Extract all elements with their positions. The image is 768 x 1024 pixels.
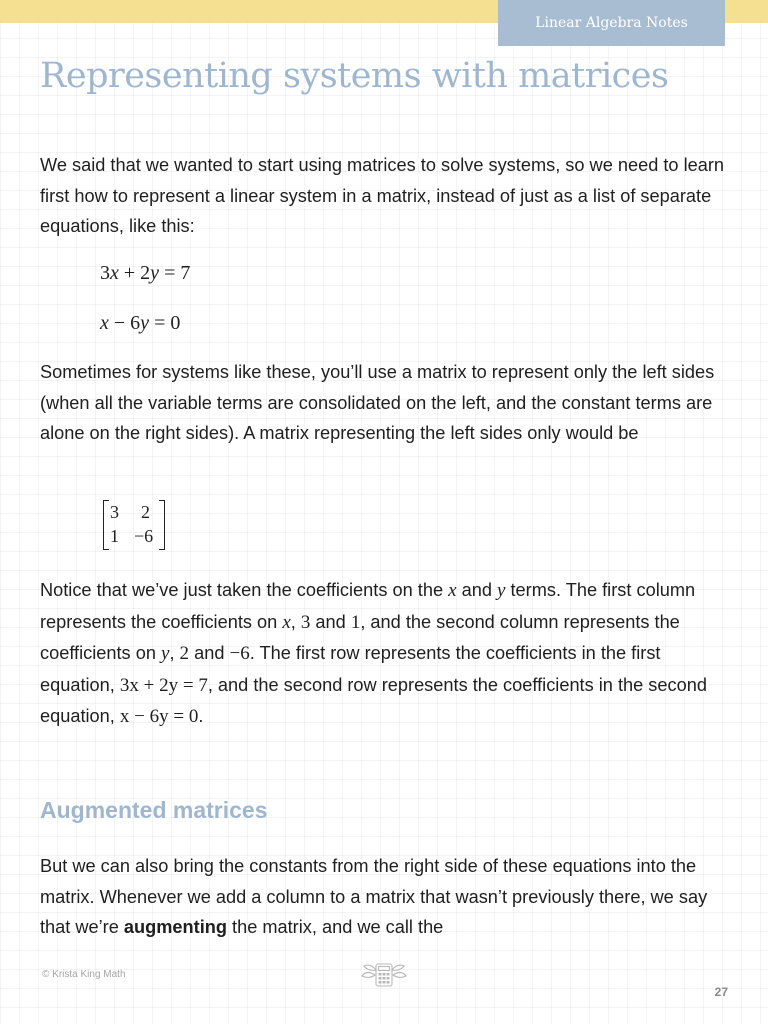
- header-tab: [498, 0, 725, 46]
- calculator-leaves-icon: [361, 961, 407, 989]
- page-number: 27: [714, 985, 728, 999]
- header-tab-label: Linear Algebra Notes: [535, 15, 688, 31]
- matrix-cell-r2c1: 1: [110, 526, 119, 546]
- page-title: Representing systems with matrices: [40, 56, 669, 96]
- section-heading-augmented: Augmented matrices: [40, 797, 268, 823]
- matrix-cell-r1c2: 2: [141, 502, 150, 522]
- equation-2: x − 6y = 0: [100, 312, 181, 334]
- matrix-cell-r2c2: −6: [134, 526, 154, 546]
- matrix-cell-r1c1: 3: [110, 502, 119, 522]
- intro-paragraph: We said that we wanted to start using matrices to solve systems, so we need to learn first how to represent a linear system in a matrix, instead of just as a list of separate equations, like this:: [40, 155, 725, 236]
- footer-copyright: © Krista King Math: [42, 969, 126, 980]
- left-sides-paragraph: Sometimes for systems like these, you’ll use a matrix to represent only the left sides (when all the variable terms are consolidated on the left, and the constant terms are alone on the right sides). A matrix representing the left sides only would be: [40, 362, 715, 443]
- augmented-paragraph: But we can also bring the constants from the right side of these equations into the matrix. Whenever we add a column to a matrix that wasn’t previously there, we say that we’re augmenting the matrix, and we call the: [40, 856, 708, 937]
- augmenting-term: augmenting: [123, 917, 227, 937]
- coefficient-matrix: [103, 500, 165, 550]
- notice-paragraph: Notice that we’ve just taken the coefficients on the x and y terms. The first column represents the coefficients on x, 3 and 1, and the second column represents the coefficients on y, 2 and −6. The first row represents the coefficients in the first equation, 3x + 2y = 7, and the second row represents the coefficients in the second equation, x − 6y = 0.: [40, 580, 707, 727]
- equation-1: 3x + 2y = 7: [100, 262, 191, 284]
